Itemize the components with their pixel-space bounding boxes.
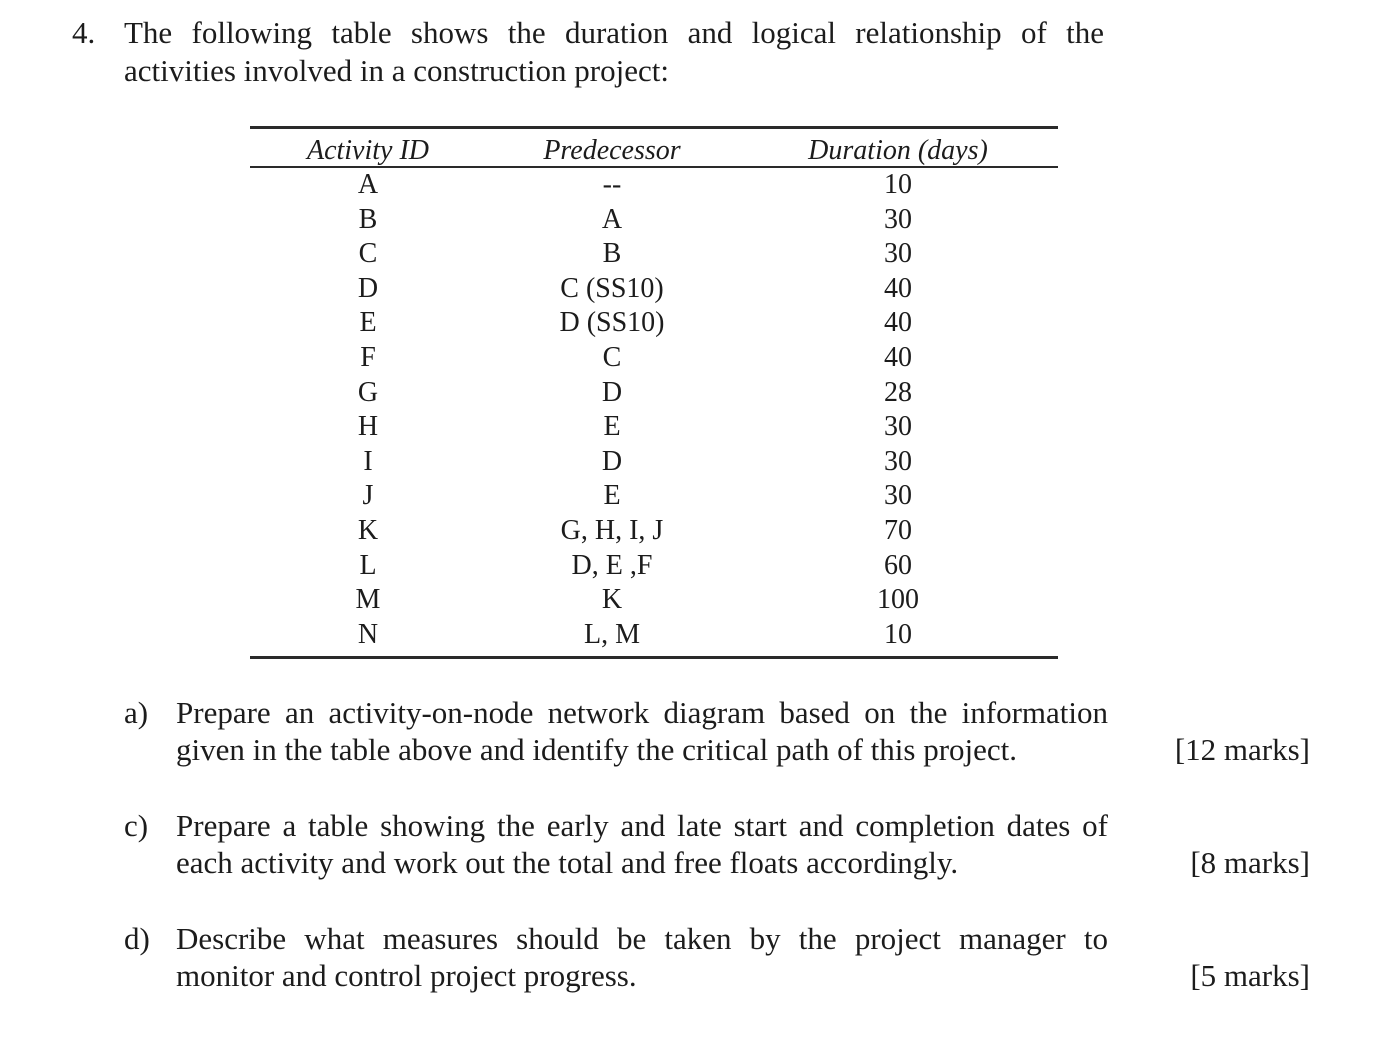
table-row (250, 583, 1058, 618)
cell-predecessor: G, H, I, J (560, 514, 664, 546)
cell-predecessor: L, M (584, 618, 640, 650)
table-row (250, 237, 1058, 272)
cell-predecessor: D, E ,F (571, 549, 653, 581)
cell-activity-id: H (357, 411, 379, 443)
table-row (250, 514, 1058, 549)
cell-activity-id: K (357, 514, 379, 546)
cell-duration: 60 (884, 549, 912, 581)
cell-activity-id: I (363, 445, 373, 477)
question-stem (124, 14, 1104, 90)
part-a-line-1: Prepare an activity-on-node network diagram based on the information (176, 695, 1108, 730)
cell-duration: 100 (877, 584, 919, 616)
part-a-text (176, 694, 1108, 768)
table-row (250, 445, 1058, 480)
cell-predecessor: C (SS10) (560, 272, 664, 304)
cell-duration: 40 (884, 272, 912, 304)
table-row (250, 376, 1058, 411)
part-c-label: c) (124, 808, 149, 843)
part-d-line-2: monitor and control project progress. (176, 958, 637, 993)
table-bottom-rule (250, 656, 1058, 659)
cell-predecessor: D (601, 445, 623, 477)
table-row (250, 618, 1058, 653)
cell-duration: 28 (884, 376, 912, 408)
cell-duration: 70 (884, 514, 912, 546)
table-header-row (250, 129, 1058, 166)
part-a-label: a) (124, 695, 149, 730)
header-duration: Duration (days) (808, 135, 988, 166)
part-a-marks: [12 marks] (1174, 732, 1310, 767)
cell-activity-id: F (360, 341, 376, 373)
cell-activity-id: J (362, 480, 374, 512)
cell-activity-id: G (357, 376, 379, 408)
question-stem-line-2: activities involved in a construction project: (124, 53, 669, 88)
part-c-marks: [8 marks] (1190, 845, 1310, 880)
cell-predecessor: A (601, 203, 623, 235)
cell-duration: 30 (884, 238, 912, 270)
cell-duration: 30 (884, 411, 912, 443)
cell-predecessor: E (603, 480, 621, 512)
table-body (250, 168, 1058, 652)
table-row (250, 203, 1058, 238)
table-row (250, 549, 1058, 584)
header-activity-id: Activity ID (306, 135, 430, 166)
part-c-line-1: Prepare a table showing the early and late start and completion dates of (176, 808, 1108, 843)
table-row (250, 272, 1058, 307)
cell-activity-id: D (357, 272, 379, 304)
table-row (250, 306, 1058, 341)
cell-duration: 10 (884, 618, 912, 650)
cell-predecessor: E (603, 411, 621, 443)
cell-activity-id: B (358, 203, 378, 235)
part-d-text (176, 920, 1108, 994)
cell-activity-id: C (358, 238, 378, 270)
cell-duration: 40 (884, 307, 912, 339)
table-row (250, 410, 1058, 445)
activity-table (250, 126, 1058, 659)
table-row (250, 168, 1058, 203)
cell-predecessor: -- (602, 169, 622, 200)
part-d-marks: [5 marks] (1190, 958, 1310, 993)
part-a-line-2: given in the table above and identify the critical path of this project. (176, 732, 1018, 767)
cell-duration: 30 (884, 203, 912, 235)
cell-duration: 10 (884, 169, 912, 200)
cell-predecessor: C (602, 341, 622, 373)
table-row (250, 341, 1058, 376)
question-number: 4. (72, 15, 96, 50)
part-d-line-1: Describe what measures should be taken by the project manager to (176, 921, 1108, 956)
question-stem-line-1: The following table shows the duration and logical relationship of the (124, 15, 1104, 50)
cell-duration: 30 (884, 480, 912, 512)
cell-predecessor: B (602, 238, 622, 270)
cell-activity-id: M (355, 584, 381, 616)
part-c-text (176, 807, 1108, 881)
cell-predecessor: K (601, 584, 623, 616)
cell-activity-id: N (357, 618, 379, 650)
cell-activity-id: A (357, 169, 379, 200)
header-predecessor: Predecessor (543, 135, 681, 166)
cell-duration: 30 (884, 445, 912, 477)
cell-predecessor: D (SS10) (559, 307, 665, 339)
cell-duration: 40 (884, 341, 912, 373)
part-d-label: d) (124, 921, 150, 956)
cell-activity-id: L (359, 549, 377, 581)
cell-activity-id: E (359, 307, 377, 339)
table-row (250, 479, 1058, 514)
cell-predecessor: D (601, 376, 623, 408)
part-c-line-2: each activity and work out the total and free floats accordingly. (176, 845, 959, 880)
